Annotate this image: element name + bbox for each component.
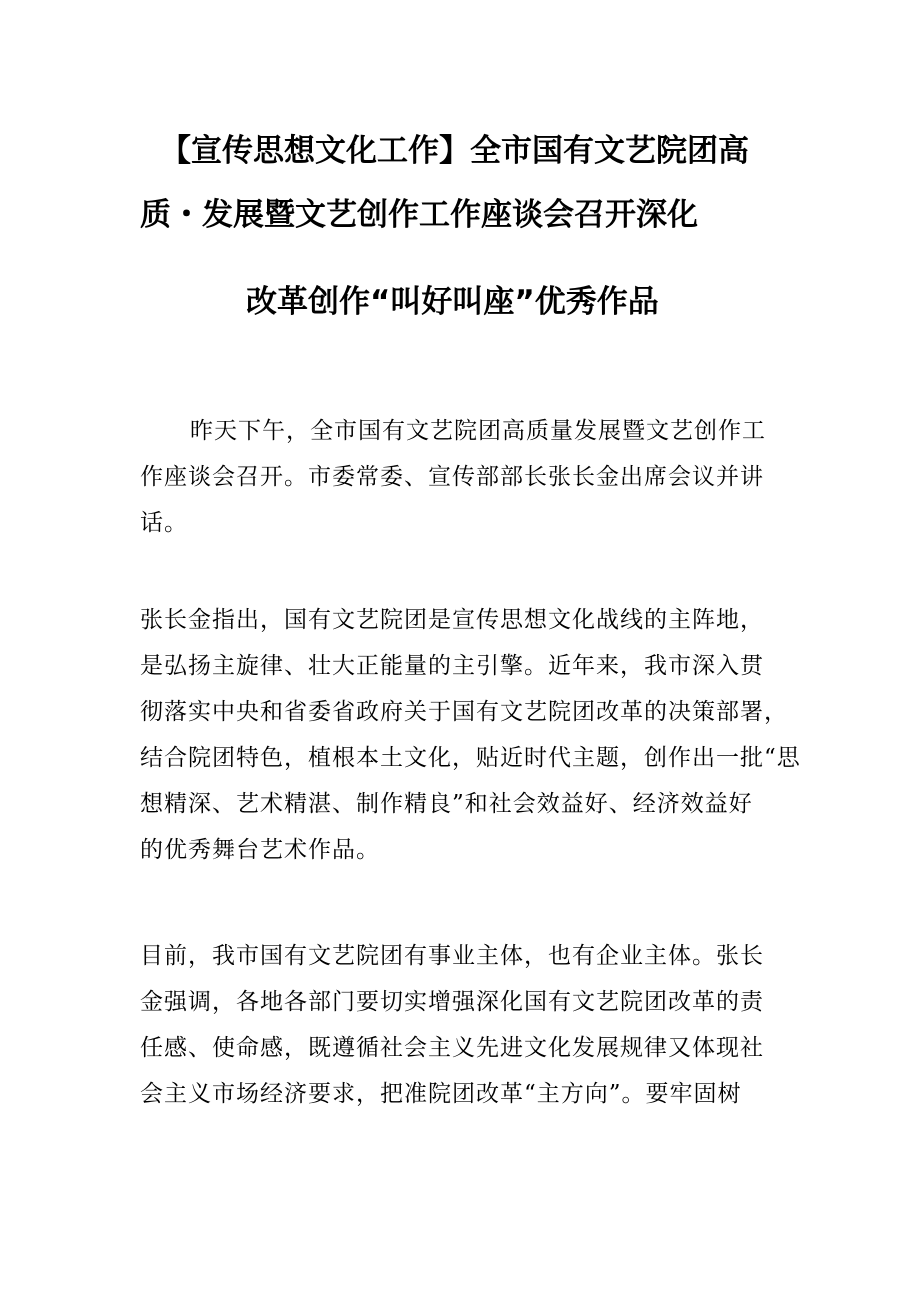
paragraph-line: 会主义市场经济要求，把准院团改革“主方向”。要牢固树 (140, 1081, 742, 1107)
paragraph-line: 的优秀舞台艺术作品。 (140, 837, 380, 863)
paragraph-line: 目前，我市国有文艺院团有事业主体，也有企业主体。张长 (140, 943, 764, 969)
paragraph-line: 作座谈会召开。市委常委、宣传部部长张长金出席会议并讲 (140, 464, 764, 490)
paragraph-line: 昨天下午，全市国有文艺院团高质量发展暨文艺创作工 (190, 418, 766, 444)
title-line-2: 质・发展暨文艺创作工作座谈会召开深化 (140, 197, 698, 233)
paragraph-line: 想精深、艺术精湛、制作精良”和社会效益好、经济效益好 (140, 791, 753, 817)
title-line-3: 改革创作“叫好叫座”优秀作品 (246, 284, 659, 320)
paragraph-line: 任感、使命感，既遵循社会主义先进文化发展规律又体现社 (140, 1035, 764, 1061)
paragraph-line: 彻落实中央和省委省政府关于国有文艺院团改革的决策部署， (140, 699, 788, 725)
paragraph-line: 是弘扬主旋律、壮大正能量的主引擎。近年来，我市深入贯 (140, 653, 764, 679)
paragraph-1 (140, 408, 790, 546)
paragraph-3 (140, 933, 790, 1117)
paragraph-2 (140, 597, 801, 873)
title-line-1: 【宣传思想文化工作】全市国有文艺院团高 (160, 133, 749, 169)
paragraph-line: 张长金指出，国有文艺院团是宣传思想文化战线的主阵地， (140, 607, 764, 633)
paragraph-line: 话。 (140, 510, 188, 536)
paragraph-line: 金强调，各地各部门要切实增强深化国有文艺院团改革的责 (140, 989, 764, 1015)
paragraph-line: 结合院团特色，植根本土文化，贴近时代主题，创作出一批“思 (140, 745, 801, 771)
